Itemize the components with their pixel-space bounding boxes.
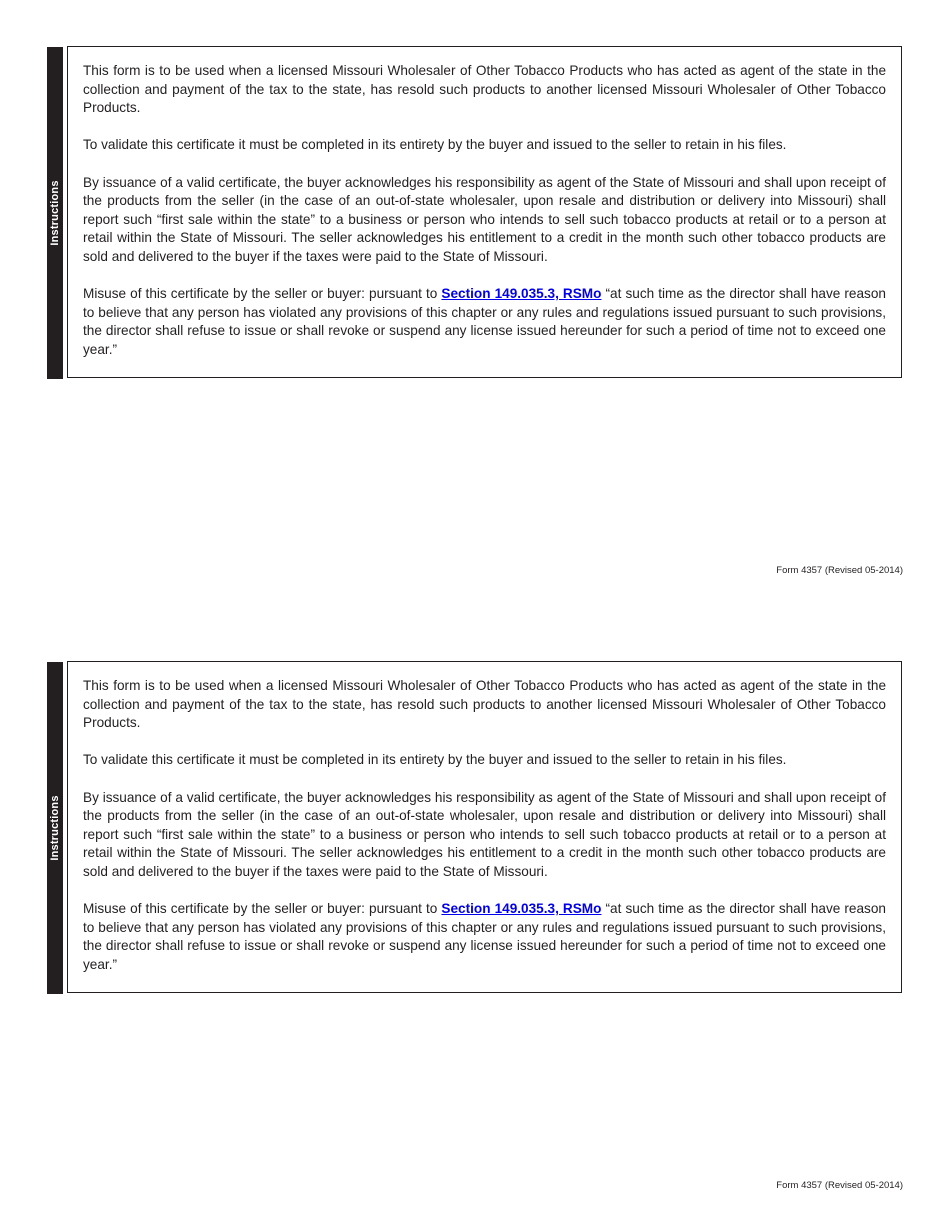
instructions-paragraph-acknowledgment: By issuance of a valid certificate, the buyer acknowledges his responsibility as agent of the State of Missouri and shall upon receipt of the products from the seller (in the case of an out-of-state wholesaler, upon resale and distribution or delivery into Missouri) shall report such “first sale within the state” to a business or person who intends to sell such tobacco products at retail or to a person at retail within the State of Missouri. The seller acknowledges his entitlement to a credit in the month such other tobacco products are sold and delivered to the buyer if the taxes were paid to the State of Missouri.	[83, 789, 886, 879]
instructions-paragraph-validation: To validate this certificate it must be completed in its entirety by the buyer and issued to the seller to retain in his files.	[83, 752, 787, 768]
page-section-2	[0, 615, 950, 1230]
instructions-box	[67, 661, 902, 993]
instructions-paragraph-purpose: This form is to be used when a licensed Missouri Wholesaler of Other Tobacco Products who has acted as agent of the state in the collection and payment of the tax to the state, has resold such products to another licensed Missouri Wholesaler of Other Tobacco Products.	[83, 678, 886, 731]
instructions-sidebar	[47, 662, 63, 994]
instructions-paragraph-acknowledgment: By issuance of a valid certificate, the buyer acknowledges his responsibility as agent of the State of Missouri and shall upon receipt of the products from the seller (in the case of an out-of-state wholesaler, upon resale and distribution or delivery into Missouri) shall report such “first sale within the state” to a business or person who intends to sell such tobacco products at retail or to a person at retail within the State of Missouri. The seller acknowledges his entitlement to a credit in the month such other tobacco products are sold and delivered to the buyer if the taxes were paid to the State of Missouri.	[83, 174, 886, 264]
instructions-paragraph-misuse	[83, 285, 886, 359]
misuse-text-before: Misuse of this certificate by the seller or buyer: pursuant to	[83, 901, 442, 917]
sidebar-label: Instructions	[49, 180, 61, 246]
form-number: Form 4357 (Revised 05-2014)	[776, 1180, 903, 1191]
statute-link[interactable]: Section 149.035.3, RSMo	[441, 286, 602, 302]
statute-link[interactable]: Section 149.035.3, RSMo	[441, 901, 602, 917]
instructions-paragraph-validation: To validate this certificate it must be completed in its entirety by the buyer and issued to the seller to retain in his files.	[83, 137, 787, 153]
form-number: Form 4357 (Revised 05-2014)	[776, 565, 903, 576]
instructions-sidebar	[47, 47, 63, 379]
sidebar-label: Instructions	[49, 795, 61, 861]
instructions-text	[83, 677, 886, 975]
misuse-text-after: “at such time as the director shall have reason to believe that any person has violated any provisions of this chapter or any rules and regulations issued pursuant to such provisions, the director shall refuse to issue or shall revoke or suspend any license issued hereunder for such a period of time not to exceed one year.”	[83, 901, 886, 972]
instructions-box	[67, 46, 902, 378]
misuse-text-after: “at such time as the director shall have reason to believe that any person has violated any provisions of this chapter or any rules and regulations issued pursuant to such provisions, the director shall refuse to issue or shall revoke or suspend any license issued hereunder for such a period of time not to exceed one year.”	[83, 286, 886, 357]
misuse-text-before: Misuse of this certificate by the seller or buyer: pursuant to	[83, 286, 442, 302]
instructions-paragraph-misuse	[83, 900, 886, 974]
instructions-paragraph-purpose: This form is to be used when a licensed Missouri Wholesaler of Other Tobacco Products who has acted as agent of the state in the collection and payment of the tax to the state, has resold such products to another licensed Missouri Wholesaler of Other Tobacco Products.	[83, 63, 886, 116]
instructions-text	[83, 62, 886, 360]
